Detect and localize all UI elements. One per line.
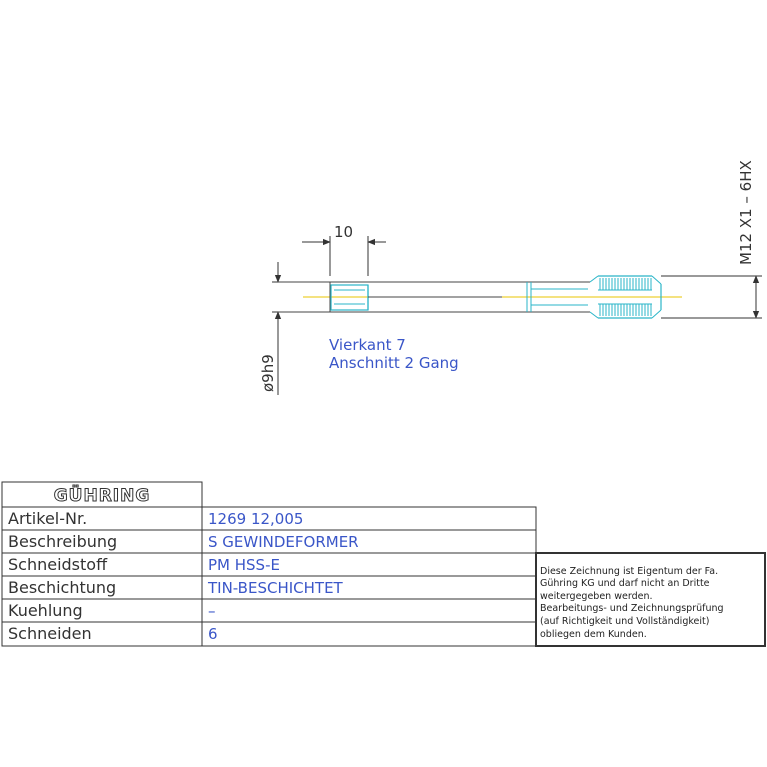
dimension-right-text: M12 X1 – 6HX xyxy=(737,160,755,265)
dimension-right-thread xyxy=(661,160,762,318)
disclaimer-line: Diese Zeichnung ist Eigentum der Fa. xyxy=(540,566,719,577)
row-value-article: 1269 12,005 xyxy=(208,510,304,528)
dimension-top-text: 10 xyxy=(334,223,354,241)
disclaimer-line: Bearbeitungs- und Zeichnungsprüfung xyxy=(540,603,724,614)
row-value-coating: TIN-BESCHICHTET xyxy=(208,579,343,597)
guehring-logo: GÜHRING xyxy=(53,486,151,506)
row-value-cooling: – xyxy=(208,602,216,620)
disclaimer-line: weitergegeben werden. xyxy=(540,591,653,602)
row-label-cooling: Kuehlung xyxy=(8,601,83,620)
dimension-left-text: ø9h9 xyxy=(259,354,277,392)
disclaimer-box xyxy=(536,553,765,646)
row-label-material: Schneidstoff xyxy=(8,555,108,574)
disclaimer-line: obliegen dem Kunden. xyxy=(540,629,647,640)
note-square-drive: Vierkant 7 xyxy=(329,336,406,354)
title-block xyxy=(2,482,536,646)
row-label-article: Artikel-Nr. xyxy=(8,509,88,528)
disclaimer-line: Gühring KG und darf nicht an Dritte xyxy=(540,578,710,589)
tool-drawing xyxy=(278,276,682,318)
row-label-coating: Beschichtung xyxy=(8,578,117,597)
row-label-flutes: Schneiden xyxy=(8,624,92,643)
row-value-flutes: 6 xyxy=(208,625,218,643)
note-chamfer: Anschnitt 2 Gang xyxy=(329,354,459,372)
row-value-material: PM HSS-E xyxy=(208,556,280,574)
dimension-left-diameter xyxy=(259,262,278,395)
dimension-top-10 xyxy=(302,223,386,276)
row-value-description: S GEWINDEFORMER xyxy=(208,533,359,551)
row-label-description: Beschreibung xyxy=(8,532,118,551)
disclaimer-line: (auf Richtigkeit und Vollständigkeit) xyxy=(540,616,710,627)
